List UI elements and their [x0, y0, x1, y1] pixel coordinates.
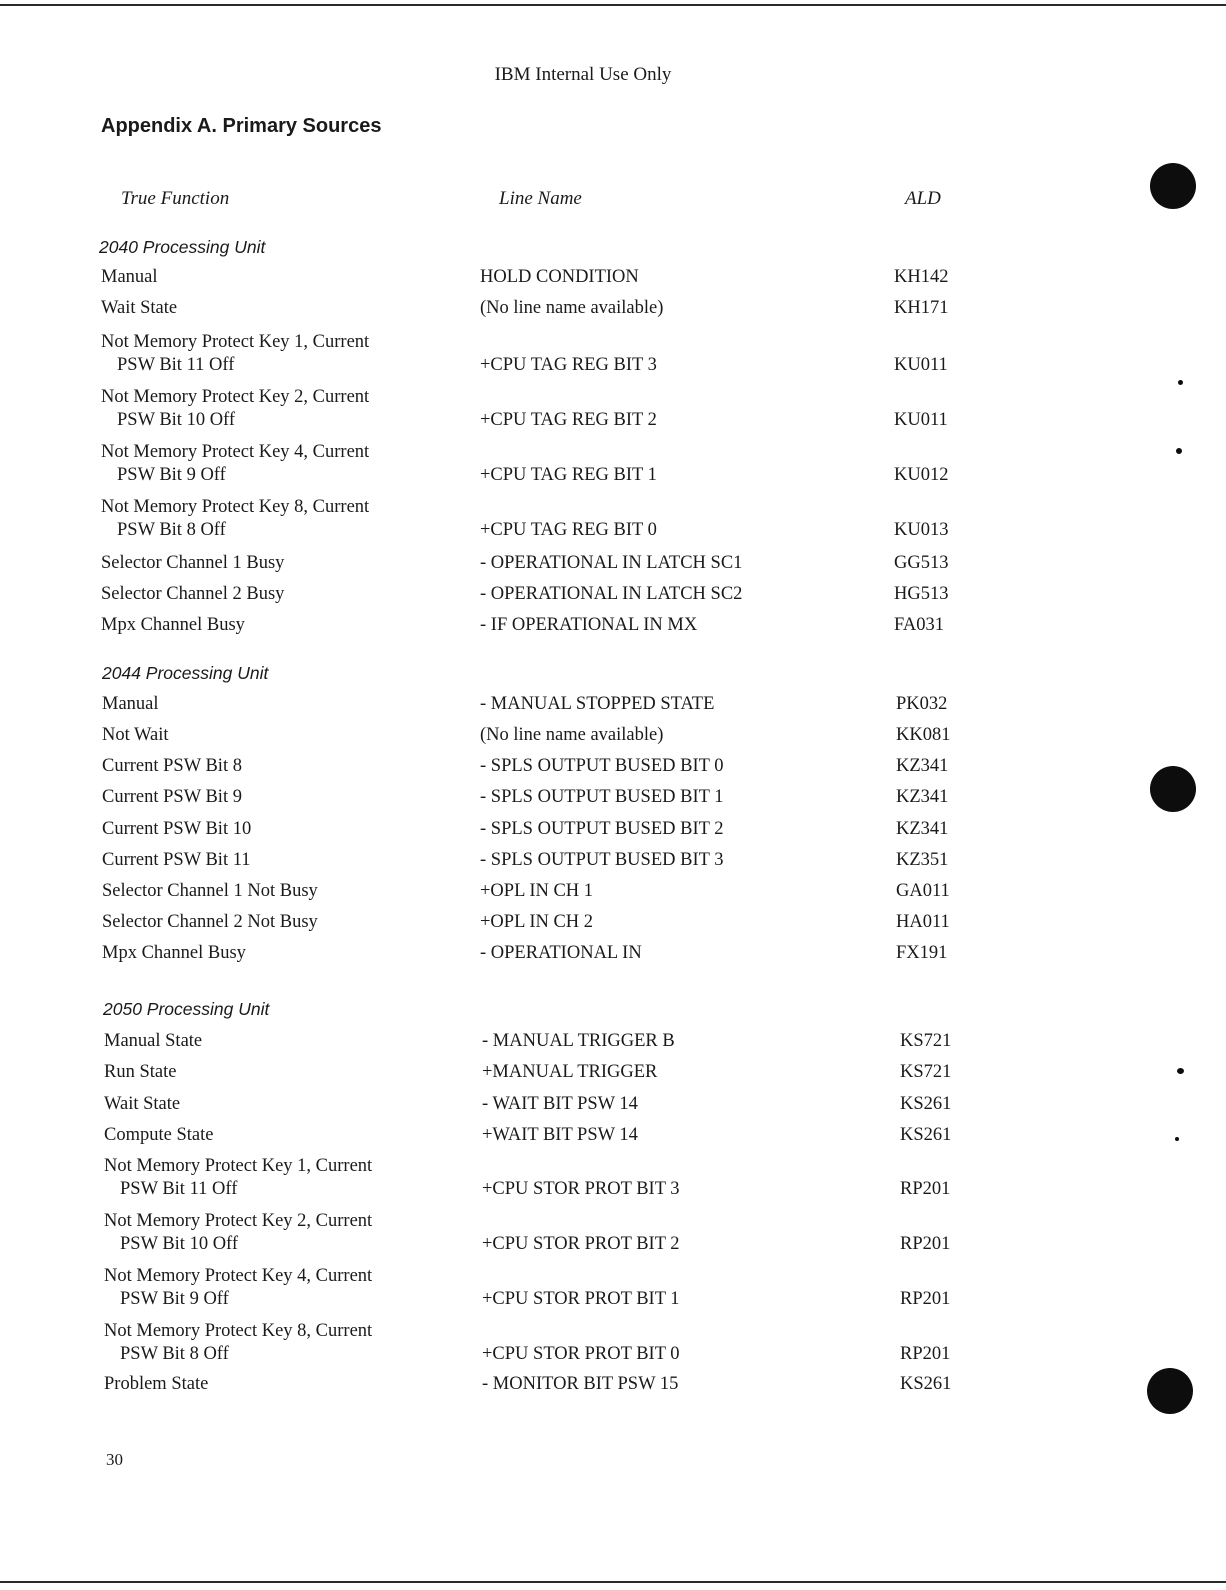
punch-hole-mark [1150, 766, 1196, 812]
ald-cell: KU013 [894, 520, 949, 540]
true-function-text: Manual State [104, 1031, 203, 1051]
true-function-cell [102, 849, 251, 872]
line-name-cell: - MANUAL TRIGGER B [482, 1031, 675, 1051]
ald-cell: GA011 [896, 881, 950, 901]
true-function-cell [104, 1061, 176, 1084]
line-name-cell: - SPLS OUTPUT BUSED BIT 1 [480, 787, 724, 807]
ald-cell: KS721 [900, 1062, 952, 1082]
true-function-cell [101, 331, 369, 377]
ald-cell: KH142 [894, 267, 949, 287]
true-function-cell [104, 1265, 372, 1311]
scan-speck-mark [1178, 380, 1183, 385]
true-function-cell [101, 297, 177, 320]
true-function-cell [102, 786, 242, 809]
line-name-cell: +CPU STOR PROT BIT 3 [482, 1179, 680, 1199]
line-name-cell: +CPU STOR PROT BIT 0 [482, 1344, 680, 1364]
true-function-text: Not Memory Protect Key 2, Current [101, 387, 370, 407]
ald-cell: KH171 [894, 298, 949, 318]
punch-hole-mark [1147, 1368, 1193, 1414]
true-function-cell [102, 880, 318, 903]
line-name-cell: +OPL IN CH 1 [480, 881, 594, 901]
top-rule [0, 4, 1226, 6]
ald-cell: KZ341 [896, 819, 949, 839]
true-function-cell [102, 911, 318, 934]
line-name-cell: - OPERATIONAL IN LATCH SC1 [480, 553, 743, 573]
true-function-continuation: PSW Bit 8 Off [120, 1344, 229, 1364]
true-function-continuation: PSW Bit 10 Off [117, 410, 236, 430]
true-function-cell [104, 1124, 213, 1147]
true-function-text: Manual [102, 694, 159, 714]
ald-cell: KS721 [900, 1031, 952, 1051]
ald-cell: KU011 [894, 410, 948, 430]
true-function-text: Current PSW Bit 10 [102, 819, 252, 839]
ald-cell: RP201 [900, 1344, 951, 1364]
true-function-cell [104, 1210, 372, 1256]
true-function-text: Not Memory Protect Key 2, Current [104, 1211, 373, 1231]
true-function-text: Not Memory Protect Key 1, Current [101, 332, 370, 352]
true-function-text: Compute State [104, 1125, 214, 1145]
ald-cell: KZ351 [896, 850, 949, 870]
line-name-cell: +CPU STOR PROT BIT 1 [482, 1289, 680, 1309]
true-function-continuation: PSW Bit 9 Off [117, 465, 226, 485]
page-header: IBM Internal Use Only [494, 64, 672, 85]
ald-cell: KS261 [900, 1094, 952, 1114]
scan-speck-mark [1176, 448, 1182, 454]
ald-cell: KS261 [900, 1374, 952, 1394]
true-function-text: Wait State [104, 1094, 181, 1114]
ald-cell: KU012 [894, 465, 949, 485]
ald-cell: HG513 [894, 584, 949, 604]
true-function-text: Not Memory Protect Key 1, Current [104, 1156, 373, 1176]
true-function-text: Selector Channel 1 Not Busy [102, 881, 318, 901]
line-name-cell: - MANUAL STOPPED STATE [480, 694, 715, 714]
ald-cell: RP201 [900, 1289, 951, 1309]
true-function-cell [102, 755, 242, 778]
line-name-cell: +CPU STOR PROT BIT 2 [482, 1234, 680, 1254]
true-function-text: Not Memory Protect Key 8, Current [101, 497, 370, 517]
line-name-cell: +OPL IN CH 2 [480, 912, 594, 932]
true-function-continuation: PSW Bit 9 Off [120, 1289, 229, 1309]
section-title: 2040 Processing Unit [99, 237, 266, 257]
ald-cell: RP201 [900, 1179, 951, 1199]
punch-hole-mark [1150, 163, 1196, 209]
page-number: 30 [106, 1450, 123, 1469]
true-function-cell [104, 1155, 372, 1201]
scan-speck-mark [1175, 1137, 1179, 1141]
true-function-text: Mpx Channel Busy [101, 615, 245, 635]
true-function-text: Current PSW Bit 9 [102, 787, 242, 807]
ald-cell: KS261 [900, 1125, 952, 1145]
ald-cell: HA011 [896, 912, 950, 932]
true-function-text: Selector Channel 1 Busy [101, 553, 285, 573]
true-function-continuation: PSW Bit 10 Off [120, 1234, 239, 1254]
ald-cell: KU011 [894, 355, 948, 375]
column-header-line-name: Line Name [499, 188, 582, 209]
line-name-cell: HOLD CONDITION [480, 267, 639, 287]
true-function-cell [101, 496, 369, 542]
line-name-cell: +CPU TAG REG BIT 0 [480, 520, 657, 540]
true-function-continuation: PSW Bit 11 Off [117, 355, 235, 375]
page-title: Appendix A. Primary Sources [101, 115, 382, 137]
true-function-text: Manual [101, 267, 158, 287]
line-name-cell: +CPU TAG REG BIT 3 [480, 355, 657, 375]
true-function-continuation: PSW Bit 8 Off [117, 520, 226, 540]
ald-cell: RP201 [900, 1234, 951, 1254]
line-name-cell: (No line name available) [480, 725, 664, 745]
ald-cell: KK081 [896, 725, 951, 745]
line-name-cell: +CPU TAG REG BIT 2 [480, 410, 657, 430]
line-name-cell: +CPU TAG REG BIT 1 [480, 465, 657, 485]
true-function-cell [102, 693, 159, 716]
true-function-cell [101, 386, 369, 432]
true-function-text: Current PSW Bit 8 [102, 756, 242, 776]
ald-cell: GG513 [894, 553, 949, 573]
ald-cell: KZ341 [896, 787, 949, 807]
true-function-cell [104, 1373, 208, 1396]
true-function-cell [101, 266, 158, 289]
section-title: 2044 Processing Unit [102, 663, 269, 683]
bottom-rule [0, 1581, 1226, 1583]
line-name-cell: - SPLS OUTPUT BUSED BIT 3 [480, 850, 724, 870]
true-function-cell [104, 1320, 372, 1366]
true-function-text: Problem State [104, 1374, 209, 1394]
true-function-cell [101, 614, 245, 637]
true-function-continuation: PSW Bit 11 Off [120, 1179, 238, 1199]
true-function-text: Not Memory Protect Key 4, Current [104, 1266, 373, 1286]
true-function-cell [102, 818, 251, 841]
line-name-cell: - OPERATIONAL IN LATCH SC2 [480, 584, 743, 604]
true-function-text: Not Memory Protect Key 8, Current [104, 1321, 373, 1341]
line-name-cell: - MONITOR BIT PSW 15 [482, 1374, 679, 1394]
line-name-cell: +WAIT BIT PSW 14 [482, 1125, 638, 1145]
ald-cell: PK032 [896, 694, 948, 714]
column-header-true-function: True Function [121, 188, 230, 209]
true-function-cell [101, 441, 369, 487]
true-function-text: Not Memory Protect Key 4, Current [101, 442, 370, 462]
true-function-cell [101, 583, 284, 606]
true-function-cell [102, 942, 246, 965]
line-name-cell: - SPLS OUTPUT BUSED BIT 2 [480, 819, 724, 839]
line-name-cell: +MANUAL TRIGGER [482, 1062, 658, 1082]
line-name-cell: - WAIT BIT PSW 14 [482, 1094, 638, 1114]
line-name-cell: (No line name available) [480, 298, 664, 318]
line-name-cell: - OPERATIONAL IN [480, 943, 642, 963]
true-function-cell [104, 1093, 180, 1116]
true-function-cell [104, 1030, 202, 1053]
true-function-cell [102, 724, 169, 747]
true-function-text: Selector Channel 2 Not Busy [102, 912, 318, 932]
true-function-text: Selector Channel 2 Busy [101, 584, 285, 604]
true-function-text: Not Wait [102, 725, 169, 745]
column-header-ald: ALD [905, 188, 941, 209]
scan-speck-mark [1177, 1068, 1184, 1074]
line-name-cell: - SPLS OUTPUT BUSED BIT 0 [480, 756, 724, 776]
ald-cell: KZ341 [896, 756, 949, 776]
ald-cell: FX191 [896, 943, 948, 963]
true-function-text: Current PSW Bit 11 [102, 850, 251, 870]
true-function-text: Wait State [101, 298, 178, 318]
true-function-text: Run State [104, 1062, 177, 1082]
line-name-cell: - IF OPERATIONAL IN MX [480, 615, 698, 635]
ald-cell: FA031 [894, 615, 945, 635]
true-function-cell [101, 552, 284, 575]
true-function-text: Mpx Channel Busy [102, 943, 246, 963]
section-title: 2050 Processing Unit [103, 999, 270, 1019]
